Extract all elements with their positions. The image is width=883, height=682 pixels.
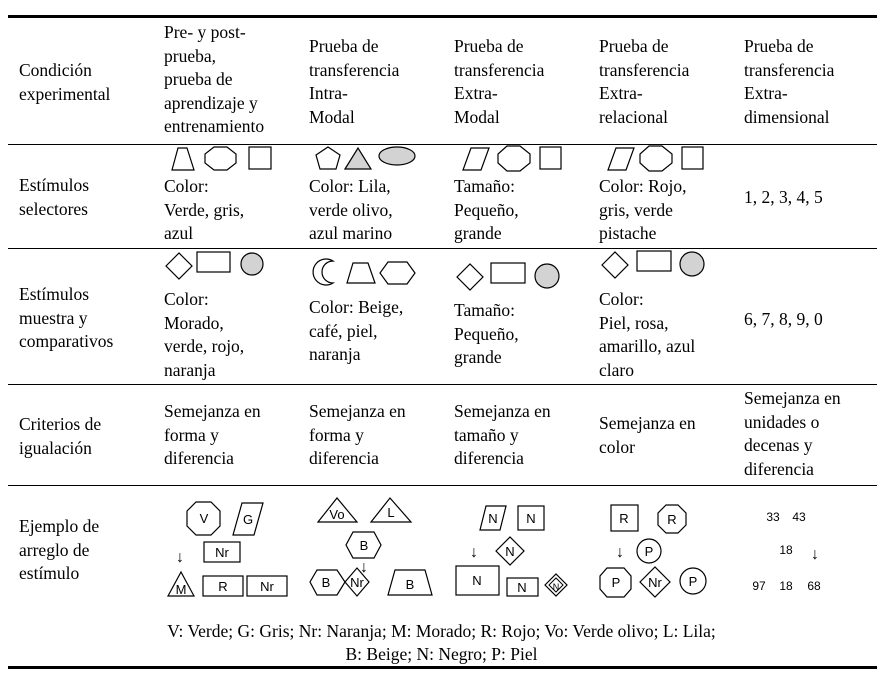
rectangle-icon xyxy=(491,263,525,283)
shape-letter: R xyxy=(667,512,677,527)
shape-letter: P xyxy=(611,575,621,590)
shape-letter: R xyxy=(619,511,629,526)
ellipse-icon xyxy=(379,147,415,165)
shape-letter: V xyxy=(199,511,209,526)
cell-selectores-4: Color: Rojo, gris, verde pistache xyxy=(599,176,687,243)
circle-icon xyxy=(535,264,559,288)
shape-letter: M xyxy=(175,582,187,597)
shape-letter: N xyxy=(552,582,560,592)
header-col-5: Prueba de transferencia Extra- dimensional xyxy=(744,36,835,127)
octagon-icon xyxy=(640,146,672,171)
cell-muestra-4: Color: Piel, rosa, amarillo, azul claro xyxy=(599,289,696,380)
parallelogram-icon xyxy=(463,148,489,170)
shape-letter: Nr xyxy=(260,579,274,594)
header-col-1: Pre- y post- prueba, prueba de aprendizaje y entrenamiento xyxy=(164,22,265,136)
shape-letter: N xyxy=(526,511,536,526)
number-label: 97 xyxy=(752,579,766,593)
cell-selectores-5: 1, 2, 3, 4, 5 xyxy=(744,187,823,207)
triangle-icon xyxy=(345,148,371,169)
number-label: 43 xyxy=(792,510,806,524)
shape-letter: B xyxy=(359,538,369,553)
parallelogram-icon xyxy=(608,148,634,170)
legend xyxy=(0,620,883,666)
cell-criterios-4: Semejanza en color xyxy=(599,413,696,457)
octagon-icon xyxy=(205,147,236,170)
shape-letter: G xyxy=(242,512,254,527)
cell-selectores-1: Color: Verde, gris, azul xyxy=(164,176,245,243)
cell-criterios-3: Semejanza en tamaño y diferencia xyxy=(454,401,551,468)
diamond-icon xyxy=(457,264,483,290)
shape-letter: N xyxy=(517,580,527,595)
circle-icon xyxy=(680,252,704,276)
square-icon xyxy=(682,147,703,169)
shape-letter: Nr xyxy=(350,575,364,590)
cell-criterios-2: Semejanza en forma y diferencia xyxy=(309,401,406,468)
hexagon-icon xyxy=(380,262,415,284)
row-label-selectores: Estímulos selectores xyxy=(19,175,90,219)
cell-selectores-3: Tamaño: Pequeño, grande xyxy=(454,176,519,243)
legend-line: V: Verde; G: Gris; Nr: Naranja; M: Morado; R: Rojo; Vo: Verde olivo; L: Lila; xyxy=(167,621,716,641)
shape-letter: L xyxy=(387,505,395,520)
cell-criterios-5: Semejanza en unidades o decenas y diferencia xyxy=(744,388,841,479)
arrow-icon: ↓ xyxy=(811,546,819,563)
shape-letter: R xyxy=(218,579,228,594)
shape-letter: N xyxy=(488,511,498,526)
parallelogram-icon xyxy=(172,148,194,170)
diamond-icon xyxy=(166,253,192,279)
shape-letter: N xyxy=(505,544,515,559)
cell-muestra-5: 6, 7, 8, 9, 0 xyxy=(744,309,823,329)
shape-letter: Nr xyxy=(648,575,662,590)
shape-letter: N xyxy=(472,573,482,588)
number-label: 33 xyxy=(766,510,780,524)
shape-letter: Nr xyxy=(215,545,229,560)
number-label: 18 xyxy=(779,543,793,557)
crescent-icon xyxy=(313,259,333,285)
arrow-icon: ↓ xyxy=(176,549,184,566)
number-label: 18 xyxy=(779,579,793,593)
shape-letter: B xyxy=(321,575,331,590)
header-label: Condición experimental xyxy=(19,60,111,104)
rectangle-icon xyxy=(197,252,230,272)
row-label-ejemplo: Ejemplo de arreglo de estímulo xyxy=(19,516,100,583)
arrow-icon: ↓ xyxy=(470,544,478,561)
header-col-4: Prueba de transferencia Extra- relacional xyxy=(599,36,690,127)
row-label-criterios: Criterios de igualación xyxy=(19,414,102,458)
pentagon-icon xyxy=(316,147,340,169)
shape-letter: P xyxy=(644,544,654,559)
arrow-icon: ↓ xyxy=(360,559,368,576)
shape-letter: P xyxy=(688,574,698,589)
square-icon xyxy=(540,147,561,169)
header-col-2: Prueba de transferencia Intra- Modal xyxy=(309,36,400,127)
octagon-icon xyxy=(498,146,530,171)
diamond-icon xyxy=(602,252,628,278)
legend-line: B: Beige; N: Negro; P: Piel xyxy=(345,644,538,664)
cell-muestra-2: Color: Beige, café, piel, naranja xyxy=(309,297,404,364)
row-label-muestra: Estímulos muestra y comparativos xyxy=(19,284,114,351)
shape-letter: B xyxy=(405,577,415,592)
square-icon xyxy=(249,147,271,169)
cell-muestra-1: Color: Morado, verde, rojo, naranja xyxy=(164,289,245,380)
shape-letter: Vo xyxy=(329,507,345,522)
cell-selectores-2: Color: Lila, verde olivo, azul marino xyxy=(309,176,393,243)
cell-muestra-3: Tamaño: Pequeño, grande xyxy=(454,300,519,367)
rectangle-icon xyxy=(637,251,671,271)
cell-criterios-1: Semejanza en forma y diferencia xyxy=(164,401,261,468)
header-col-3: Prueba de transferencia Extra- Modal xyxy=(454,36,545,127)
number-label: 68 xyxy=(807,579,821,593)
circle-icon xyxy=(241,253,263,275)
trapezoid-icon xyxy=(347,263,375,283)
arrow-icon: ↓ xyxy=(616,544,624,561)
